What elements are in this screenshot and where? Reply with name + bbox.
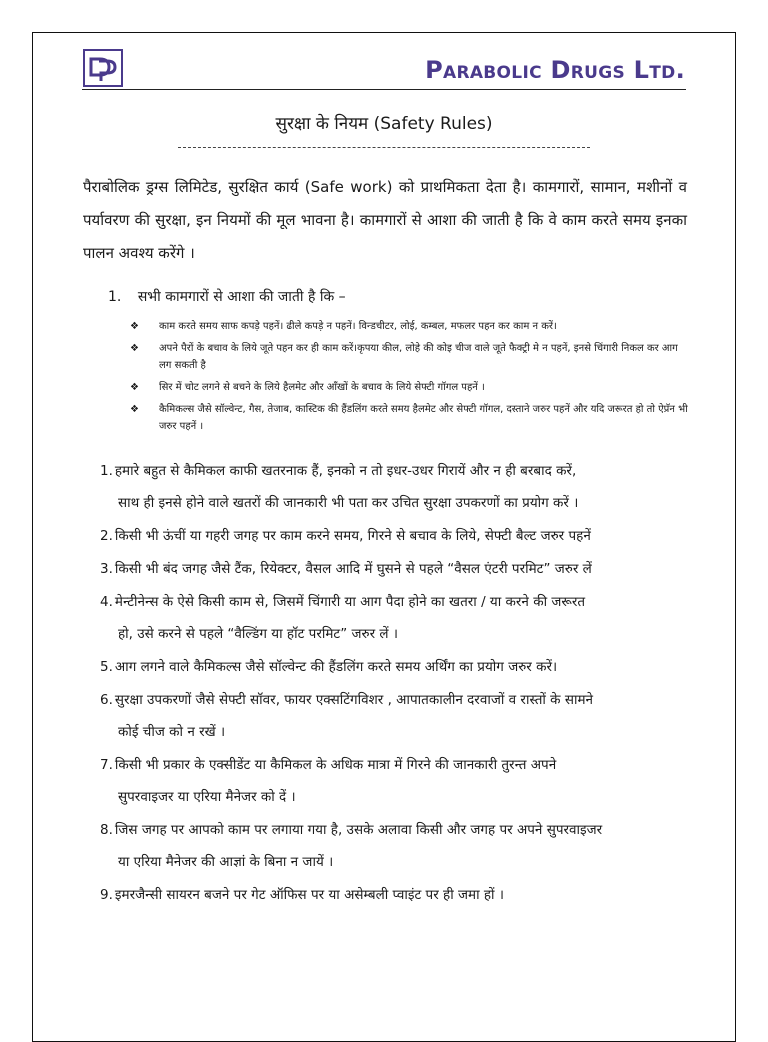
list-item — [130, 340, 690, 374]
rule-continuation: कोई चीज को न रखें । — [118, 724, 226, 740]
title-divider — [178, 147, 590, 148]
diamond-bullet-icon: ❖ — [130, 404, 139, 415]
section-heading-text: सभी कामगारों से आशा की जाती है कि – — [137, 289, 346, 305]
rule-item — [100, 814, 688, 878]
bullet-text: अपने पैरों के बचाव के लिये जूते पहन कर ही काम करें।कृपया कील, लोहे की कोइ चीज वाले जूते फैक्ट्री मे न पहनें, इनसे चिंगारी निकल कर आग लग सकती है — [159, 343, 678, 371]
diamond-bullet-icon: ❖ — [130, 382, 139, 393]
rule-item — [100, 684, 688, 748]
rule-text: हमारे बहुत से कैमिकल काफी खतरनाक हैं, इनको न तो इधर-उधर गिरायें और न ही बरबाद करें, — [114, 463, 577, 479]
diamond-bullet-icon: ❖ — [130, 343, 139, 354]
diamond-bullet-icon: ❖ — [130, 321, 139, 332]
rule-number: 7. — [100, 757, 113, 773]
rule-number: 9. — [100, 887, 113, 903]
rule-item — [100, 749, 688, 813]
rule-continuation: साथ ही इनसे होने वाले खतरों की जानकारी भी पता कर उचित सुरक्षा उपकरणों का प्रयोग करें । — [118, 495, 579, 511]
rule-text: किसी भी बंद जगह जैसे टैंक, रियेक्टर, वैसल आदि में घुसने से पहले “वैसल एंटरी परमिट” जरुर लें — [114, 561, 592, 577]
rule-item — [100, 879, 688, 911]
rule-continuation: या एरिया मैनेजर की आज्ञां के बिना न जायें । — [118, 854, 334, 870]
bullet-text: सिर में चोट लगने से बचने के लिये हैलमेट और आँखों के बचाव के लिये सेफ्टी गॉगल पहनें । — [159, 382, 485, 393]
company-name: Parabolic Drugs Ltd. — [425, 56, 685, 84]
header-divider — [82, 89, 686, 90]
list-item — [130, 401, 690, 435]
rule-text: इमरजैन्सी सायरन बजने पर गेट ऑफिस पर या असेम्बली प्वाइंट पर ही जमा हों । — [114, 887, 504, 903]
section-number: 1. — [108, 289, 122, 305]
intro-paragraph: पैराबोलिक ड्रग्स लिमिटेड, सुरक्षित कार्य (Safe work) को प्राथमिकता देता है। कामगारों, सामान, मशीनों व पर्यावरण की सुरक्षा, इन नियमों की मूल भावना है। कामगारों से आशा की जाती है कि वे काम करते समय इनका पालन अवश्य करेंगे । — [83, 178, 687, 262]
rule-number: 8. — [100, 822, 113, 838]
rule-item — [100, 553, 688, 585]
rule-item — [100, 455, 688, 519]
rules-list — [100, 455, 688, 912]
rule-item — [100, 586, 688, 650]
bullet-text: काम करते समय साफ कपड़े पहनें। ढीले कपड़े न पहनें। विन्डचीटर, लोई, कम्बल, मफलर पहन कर काम न करें। — [159, 321, 557, 332]
bullet-text: कैमिकल्स जैसे सॉल्वेन्ट, गैस, तेजाब, कास्टिक की हैंडलिंग करते समय हैलमेट और सेफ्टी गॉगल, दस्ताने जरुर पहनें और यदि जरूरत हो तो ऐप्रॅन भी जरुर पहनें । — [159, 404, 688, 432]
parabolic-dp-logo-icon — [83, 49, 123, 87]
list-item — [130, 318, 690, 335]
rule-number: 3. — [100, 561, 113, 577]
rule-text: जिस जगह पर आपको काम पर लगाया गया है, उसके अलावा किसी और जगह पर अपने सुपरवाइजर — [114, 822, 603, 838]
rule-continuation: सुपरवाइजर या एरिया मैनेजर को दें । — [118, 789, 296, 805]
rule-text: मेन्टीनेन्स के ऐसे किसी काम से, जिसमें चिंगारी या आग पैदा होने का खतरा / या करने की जरूरत — [114, 594, 586, 610]
rule-item — [100, 520, 688, 552]
rule-continuation: हो, उसे करने से पहले “वैल्डिंग या हॉट परमिट” जरुर लें । — [118, 626, 398, 642]
rule-text: किसी भी ऊंचीं या गहरी जगह पर काम करने समय, गिरने से बचाव के लिये, सेफ्टी बैल्ट जरुर पहनें — [114, 528, 591, 544]
rule-number: 1. — [100, 463, 113, 479]
rule-text: सुरक्षा उपकरणों जैसे सेफ्टी सॉवर, फायर एक्सटिंगविशर , आपातकालीन दरवाजों व रास्तों के सामने — [114, 692, 594, 708]
rule-item — [100, 651, 688, 683]
bullet-list — [130, 318, 690, 440]
list-item — [130, 379, 690, 396]
rule-text: आग लगने वाले कैमिकल्स जैसे सॉल्वेन्ट की हैंडलिंग करते समय अर्थिंग का प्रयोग जरुर करें। — [114, 659, 558, 675]
rule-number: 2. — [100, 528, 113, 544]
rule-number: 4. — [100, 594, 113, 610]
rule-text: किसी भी प्रकार के एक्सीडेंट या कैमिकल के अधिक मात्रा में गिरने की जानकारी तुरन्त अपने — [114, 757, 557, 773]
rule-number: 5. — [100, 659, 113, 675]
section-heading — [108, 287, 346, 306]
rule-number: 6. — [100, 692, 113, 708]
page-title: सुरक्षा के नियम (Safety Rules) — [275, 114, 493, 134]
